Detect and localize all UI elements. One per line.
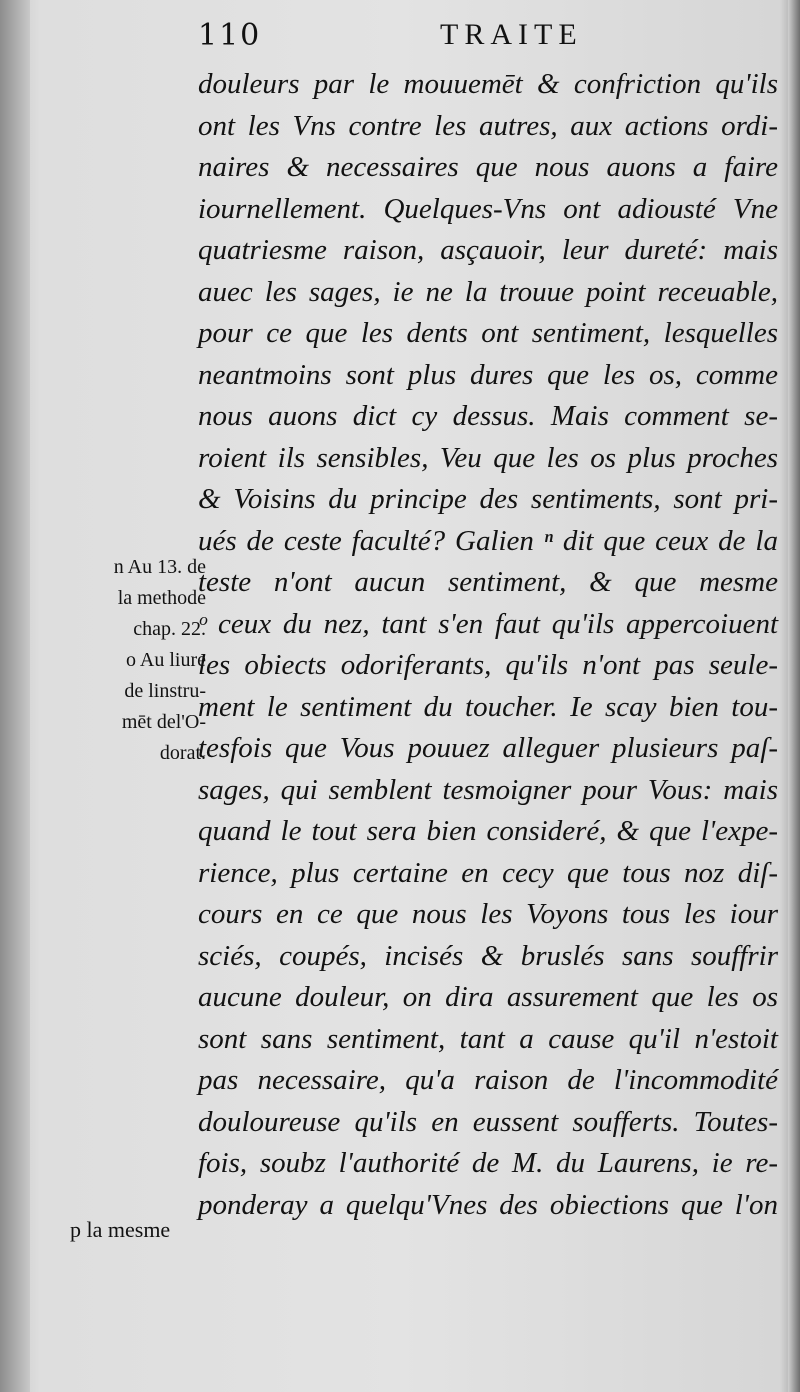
text-line: fois, soubz l'authorité de M. du Laurens, ie re- bbox=[198, 1147, 778, 1179]
text-line: pour ce que les dents ont sentiment, lesquelles bbox=[198, 317, 778, 349]
text-line: ont les Vns contre les autres, aux actions ordi- bbox=[198, 109, 778, 142]
margin-notes bbox=[56, 552, 206, 769]
text-line: cours en ce que nous les Voyons tous les iour bbox=[198, 898, 778, 930]
margin-note-line: o Au liure bbox=[126, 649, 206, 671]
text-line: tesfois que Vous pouuez alleguer plusieurs paſ- bbox=[198, 732, 778, 764]
text-line: rience, plus certaine en cecy que tous noz diſ- bbox=[198, 856, 778, 889]
text-line: ment le sentiment du toucher. Ie scay bien tou- bbox=[198, 690, 778, 723]
text-line: auec les sages, ie ne la trouue point receuable, bbox=[198, 275, 778, 308]
text-line: douloureuse qu'ils en eussent soufferts. Toutes- bbox=[198, 1105, 778, 1138]
text-line: neantmoins sont plus dures que les os, comme bbox=[198, 358, 778, 391]
text-line: les obiects odoriferants, qu'ils n'ont pas seule- bbox=[198, 649, 778, 681]
margin-note-line: mēt del'O- bbox=[121, 711, 206, 733]
text-line: roient ils sensibles, Veu que les os plus proches bbox=[198, 441, 778, 474]
margin-note-line: de linstru- bbox=[124, 680, 206, 702]
page-edge-shadow-right bbox=[788, 0, 800, 1392]
text-line: teste n'ont aucun sentiment, & que mesme bbox=[198, 566, 778, 598]
margin-note-line: chap. 22. bbox=[133, 618, 206, 640]
text-line: sciés, coupés, incisés & bruslés sans souffrir bbox=[198, 939, 778, 972]
text-line: quatriesme raison, asçauoir, leur dureté: mais bbox=[198, 234, 778, 266]
text-line: ponderay a quelqu'Vnes des obiections que l'on bbox=[198, 1188, 778, 1221]
text-line: ᵒ ceux du nez, tant s'en faut qu'ils appercoiuent bbox=[198, 607, 778, 640]
text-line: pas necessaire, qu'a raison de l'incommodité bbox=[198, 1064, 778, 1096]
text-line: aucune douleur, on dira assurement que les os bbox=[198, 981, 778, 1013]
margin-note-line: dorat. bbox=[159, 742, 206, 764]
margin-note-bottom: p la mesme bbox=[70, 1217, 171, 1242]
text-line: iournellement. Quelques-Vns ont adiousté Vne bbox=[198, 192, 778, 225]
margin-note-line: la methode bbox=[117, 587, 206, 609]
text-line: & Voisins du principe des sentiments, sont pri- bbox=[198, 483, 778, 515]
body-text bbox=[198, 64, 778, 1226]
text-line: naires & necessaires que nous auons a faire bbox=[198, 151, 778, 183]
margin-note-line: n Au 13. de bbox=[113, 556, 206, 578]
text-line: douleurs par le mouuemēt & confriction qu'ils bbox=[198, 68, 778, 100]
text-line: sont sans sentiment, tant a cause qu'il n'estoit bbox=[198, 1022, 778, 1055]
text-line: ués de ceste faculté? Galien ⁿ dit que ceux de la bbox=[198, 524, 778, 557]
text-line: nous auons dict cy dessus. Mais comment se- bbox=[198, 400, 778, 432]
page-number: 110 bbox=[198, 18, 262, 53]
binding-shadow-left bbox=[0, 0, 30, 1392]
text-line: quand le tout sera bien consideré, & que l'expe- bbox=[198, 815, 778, 847]
text-line: sages, qui semblent tesmoigner pour Vous: mais bbox=[198, 773, 778, 806]
running-head: TRAITE bbox=[440, 18, 583, 51]
